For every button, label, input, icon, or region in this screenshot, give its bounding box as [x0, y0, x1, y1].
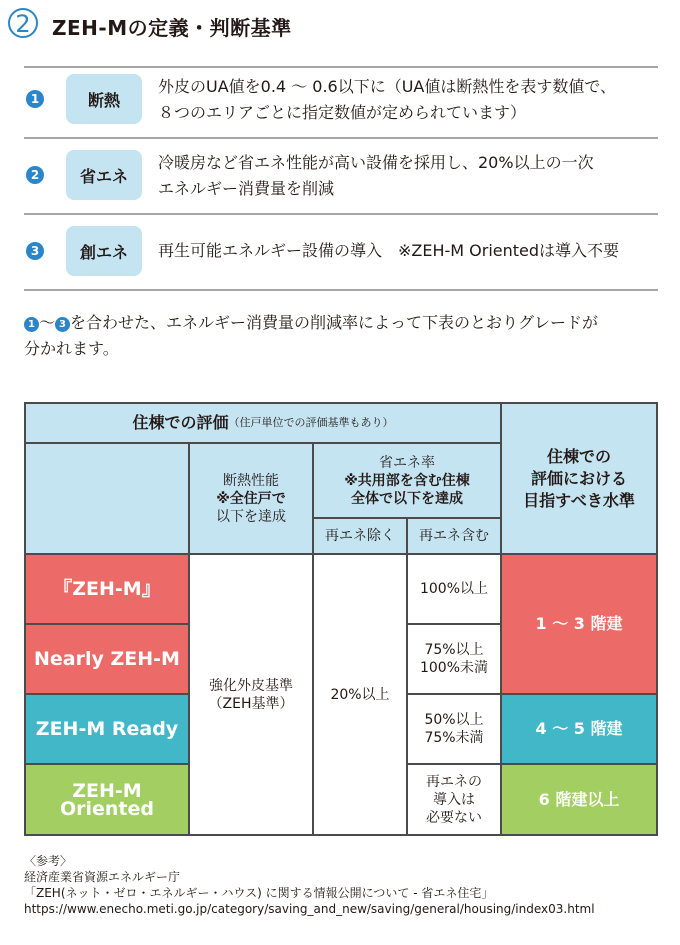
- grade-header-blank: [26, 444, 190, 555]
- incl-renewable-value: 100%以上: [408, 555, 502, 625]
- criterion-text-line: 外皮のUA値を0.4 〜 0.6以下に（UA値は断熱性を表す数値で、: [158, 77, 617, 96]
- reference-title: 「ZEH(ネット・ゼロ・エネルギー・ハウス) に関する情報公開について - 省エネ住宅」: [24, 886, 494, 900]
- criterion-text-line: 再生可能エネルギー設備の導入 ※ZEH-M Orientedは導入不要: [158, 241, 620, 260]
- criterion-description: [158, 150, 658, 202]
- intro-text: を合わせた、エネルギー消費量の削減率によって下表のとおりグレードが: [70, 313, 599, 332]
- divider: [24, 213, 658, 215]
- incl-renewable-value: 75%以上 100%未満: [408, 625, 502, 695]
- page-title: ZEH-Mの定義・判断基準: [52, 16, 292, 40]
- grade-zeh-m-oriented: ZEH-M Oriented: [26, 765, 190, 836]
- target-6-floors-plus: 6 階建以上: [502, 765, 658, 836]
- incl-renewable-header: 再エネ含む: [408, 519, 502, 555]
- divider: [24, 137, 658, 139]
- divider: [24, 66, 658, 68]
- grade-table: [24, 402, 658, 836]
- reference-url[interactable]: https://www.enecho.meti.go.jp/category/saving_and_new/saving/general/housing/index03.html: [24, 902, 595, 916]
- excl-renewable-value: 20%以上: [314, 555, 408, 836]
- grade-zeh-m-ready: ZEH-M Ready: [26, 695, 190, 765]
- target-4-5-floors: 4 〜 5 階建: [502, 695, 658, 765]
- number-badge: 1: [24, 317, 39, 332]
- building-eval-header: 住棟での評価 （住戸単位での評価基準もあり）: [26, 404, 502, 444]
- criterion-description: [158, 238, 668, 264]
- criterion-number: 1: [26, 90, 44, 108]
- incl-renewable-value: 再エネの 導入は 必要ない: [408, 765, 502, 836]
- criterion-label: 断熱: [66, 74, 142, 124]
- criterion-text-line: 冷暖房など省エネ性能が高い設備を採用し、20%以上の一次: [158, 153, 594, 172]
- excl-renewable-header: 再エネ除く: [314, 519, 408, 555]
- reference-source: 経済産業省資源エネルギー庁: [24, 870, 181, 884]
- criterion-text-line: エネルギー消費量を削減: [158, 179, 335, 198]
- reference: [24, 853, 595, 917]
- criterion-description: [158, 74, 658, 126]
- grade-nearly-zeh-m: Nearly ZEH-M: [26, 625, 190, 695]
- criterion-label: 創エネ: [66, 226, 142, 276]
- intro-text: 分かれます。: [24, 339, 119, 358]
- criterion-number: 2: [26, 166, 44, 184]
- reference-label: 〈参考〉: [24, 854, 73, 868]
- saving-rate-header: 省エネ率 ※共用部を含む住棟 全体で以下を達成: [314, 444, 502, 519]
- insulation-value: 強化外皮基準 （ZEH基準）: [190, 555, 314, 836]
- section-number-badge: 2: [8, 8, 38, 38]
- criterion-number: 3: [26, 242, 44, 260]
- intro-paragraph: 1 〜 3 を合わせた、エネルギー消費量の削減率によって下表のとおりグレードが 分かれます。: [24, 310, 664, 362]
- target-1-3-floors: 1 〜 3 階建: [502, 555, 658, 695]
- criterion-text-line: ８つのエリアごとに指定数値が定められています）: [158, 103, 527, 122]
- incl-renewable-value: 50%以上 75%未満: [408, 695, 502, 765]
- divider: [24, 289, 658, 291]
- grade-zeh-m: 『ZEH-M』: [26, 555, 190, 625]
- number-badge: 3: [55, 317, 70, 332]
- criterion-label: 省エネ: [66, 150, 142, 200]
- insulation-header: 断熱性能 ※全住戸で 以下を達成: [190, 444, 314, 555]
- target-level-header: 住棟での 評価における 目指すべき水準: [502, 404, 658, 555]
